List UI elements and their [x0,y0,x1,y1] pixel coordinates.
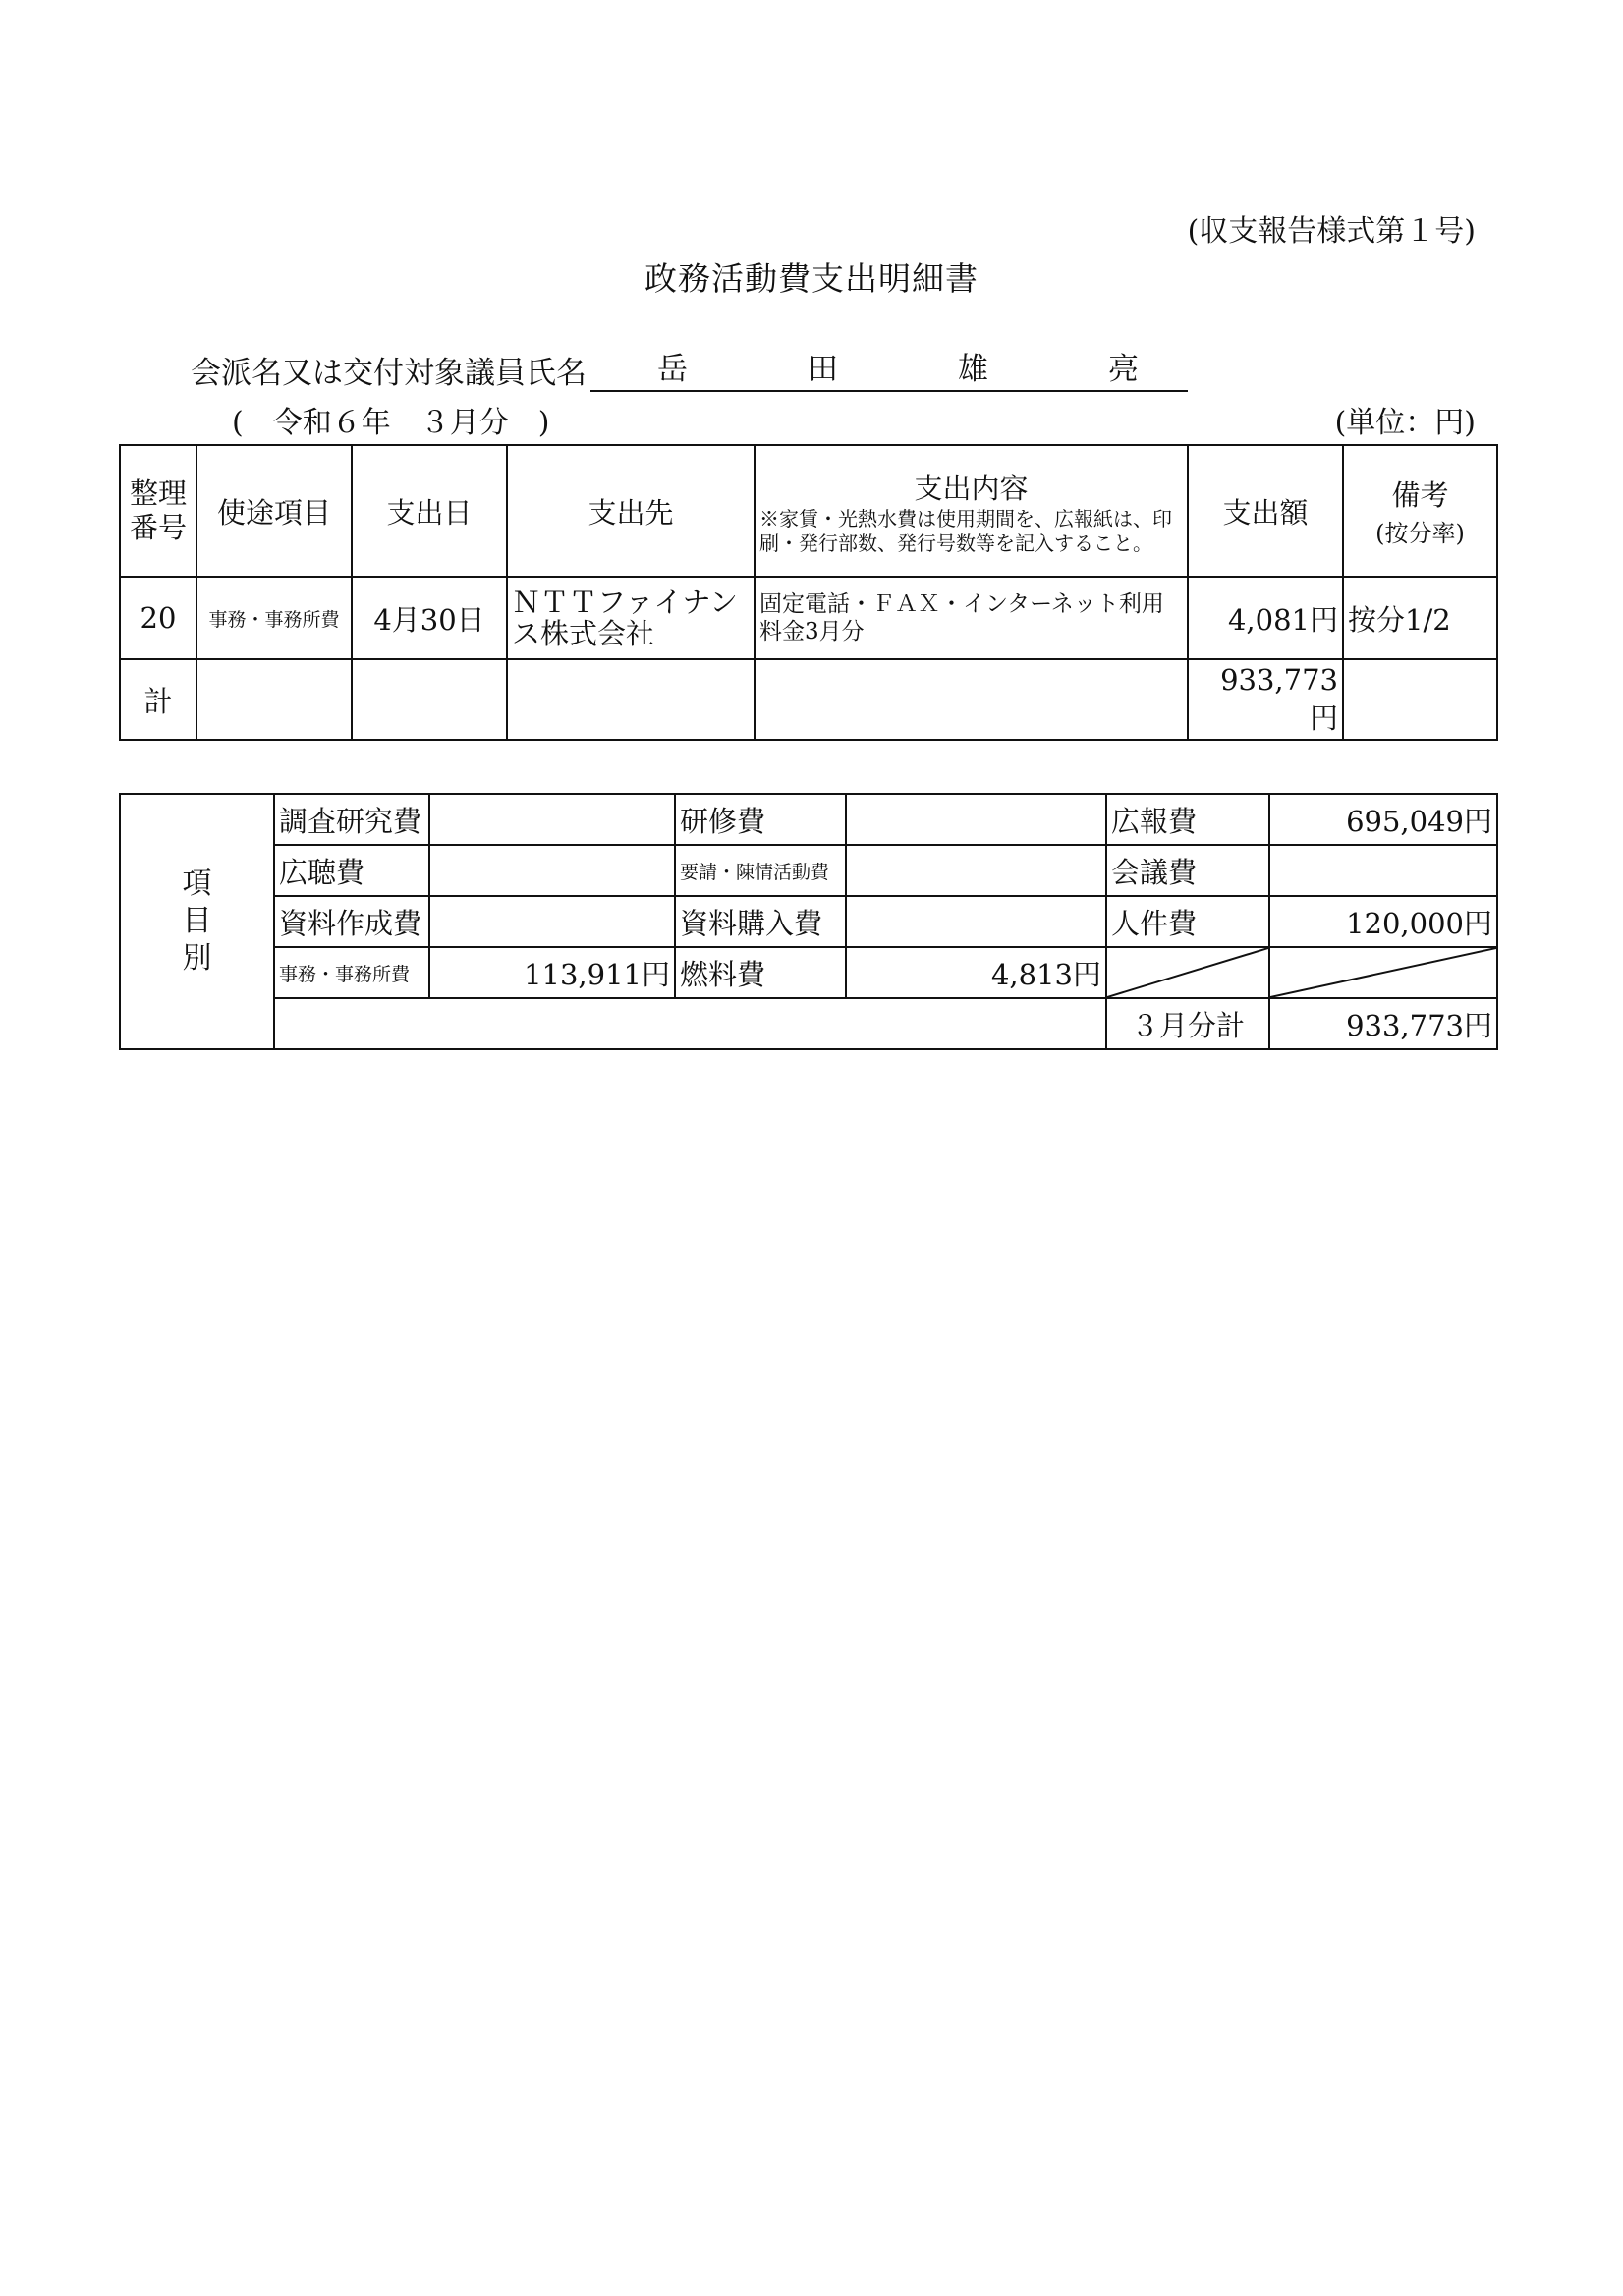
empty-cell [274,998,1106,1049]
category-value: 4,813円 [846,947,1106,998]
category-value [846,845,1106,896]
currency-unit: (単位：円) [1334,406,1476,440]
diagonal-strike [1270,948,1496,997]
category-value [429,845,675,896]
category-label: 事務・事務所費 [274,947,429,998]
row-number: 20 [120,577,196,659]
summary-row [120,947,1497,998]
category-value [429,896,675,947]
category-label: 燃料費 [675,947,846,998]
member-label: 会派名又は交付対象議員氏名 [191,356,587,391]
header-remarks-sub: (按分率) [1375,520,1465,547]
empty-cell [196,659,352,740]
row-date: 4月30日 [352,577,507,659]
member-name-char: 岳 [657,352,688,387]
category-value [1269,845,1497,896]
category-summary-table [119,793,1498,1050]
document-title: 政務活動費支出明細書 [644,259,979,298]
header-payee: 支出先 [507,445,755,577]
category-value: 695,049円 [1269,794,1497,845]
monthly-total-label: ３月分計 [1106,998,1269,1049]
summary-row [120,845,1497,896]
diagonal-strike [1107,948,1268,997]
category-value: 120,000円 [1269,896,1497,947]
category-value: 113,911円 [429,947,675,998]
category-label: 人件費 [1106,896,1269,947]
category-label: 要請・陳情活動費 [675,845,846,896]
category-label: 調査研究費 [274,794,429,845]
member-name-char: 亮 [1108,352,1139,387]
category-value [846,896,1106,947]
empty-cell [352,659,507,740]
crossed-out-cell [1106,947,1269,998]
row-category: 事務・事務所費 [196,577,352,659]
header-remarks-title: 備考 [1391,478,1449,512]
header-amount: 支出額 [1188,445,1343,577]
row-content: 固定電話・ＦＡＸ・インターネット利用料金3月分 [755,577,1188,659]
member-row [191,344,1188,392]
side-label-char: 項 [182,867,212,901]
member-name-char: 雄 [958,352,988,387]
header-date: 支出日 [352,445,507,577]
header-content-note: ※家賃・光熱水費は使用期間を、広報紙は、印刷・発行部数、発行号数等を記入すること。 [759,506,1172,555]
row-amount: 4,081円 [1188,577,1343,659]
header-content-title: 支出内容 [914,471,1029,505]
report-period: ( 令和６年 ３月分 ) [232,406,550,440]
detail-total-row [120,659,1497,740]
member-name [590,344,1188,392]
side-label-char: 別 [182,941,212,976]
summary-row [120,794,1497,845]
summary-row [120,896,1497,947]
header-remarks [1343,445,1497,577]
empty-cell [1343,659,1497,740]
category-label: 資料購入費 [675,896,846,947]
total-amount: 933,773円 [1188,659,1343,740]
category-label: 研修費 [675,794,846,845]
detail-header-row [120,445,1497,577]
empty-cell [507,659,755,740]
empty-cell [755,659,1188,740]
monthly-total-value: 933,773円 [1269,998,1497,1049]
summary-total-row [120,998,1497,1049]
crossed-out-cell [1269,947,1497,998]
category-label: 会議費 [1106,845,1269,896]
side-label-char: 目 [182,904,212,938]
category-value [429,794,675,845]
total-label: 計 [120,659,196,740]
category-label: 広聴費 [274,845,429,896]
category-side-label [120,794,274,1049]
form-number: (収支報告様式第１号) [1187,214,1476,249]
row-payee: ＮＴＴファイナンス株式会社 [507,577,755,659]
category-label: 広報費 [1106,794,1269,845]
header-content [755,445,1188,577]
table-row [120,577,1497,659]
expense-detail-table [119,444,1498,741]
header-number: 整理番号 [120,445,196,577]
category-value [846,794,1106,845]
row-remarks: 按分1/2 [1343,577,1497,659]
header-category: 使途項目 [196,445,352,577]
category-label: 資料作成費 [274,896,429,947]
member-name-char: 田 [808,352,838,387]
